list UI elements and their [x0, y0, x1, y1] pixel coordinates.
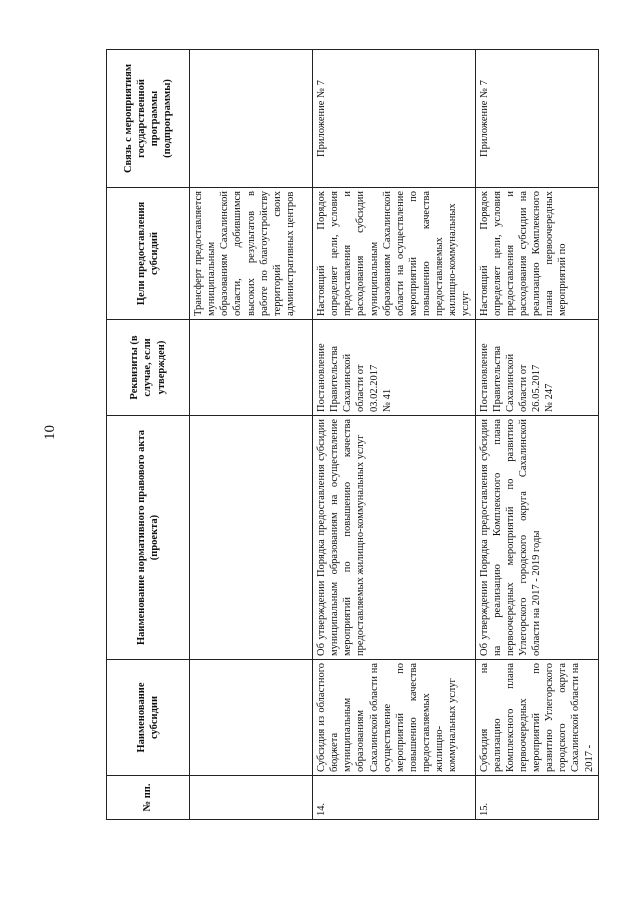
table-header-row [107, 50, 190, 820]
subsidies-table [106, 49, 599, 820]
cell-act-name: Об утверждении Порядка предоставления субсидии на реализацию Комплексного плана первоочередных мероприятий по развитию Углегорского городского округа Сахалинской области на 2017 - 2019 годы [475, 416, 598, 660]
cell-subsidy-name: Субсидия из областного бюджета муниципальным образованиям Сахалинской области на осуществление мероприятий по повышению качества предоставляемых жилищно-коммунальных услуг [313, 660, 476, 776]
cell-goals: Настоящий Порядок определяет цели, условия предоставления и расходования субсидии на реализацию Комплексного плана первоочередных мероприятий по [475, 188, 598, 320]
page-number: 10 [42, 425, 58, 440]
cell-subsidy-name [190, 660, 313, 776]
header-requisites: Реквизиты (в случае, если утвержден) [107, 320, 190, 416]
header-act-name: Наименование нормативного правового акта (проекта) [107, 416, 190, 660]
cell-num [190, 776, 313, 820]
cell-goals: Трансферт предоставляется муниципальным образованиям Сахалинской области, добившимся высоких результатов в работе по благоустройству территорий своих административных центров [190, 188, 313, 320]
cell-act-name [190, 416, 313, 660]
header-num: № пп. [107, 776, 190, 820]
document-table-rotated [106, 50, 595, 820]
cell-link: Приложение № 7 [313, 50, 476, 188]
cell-subsidy-name: Субсидия на реализацию Комплексного плана первоочередных мероприятий по развитию Углегорского городского округа Сахалинской области на 2017 - [475, 660, 598, 776]
cell-requisites [190, 320, 313, 416]
cell-link: Приложение № 7 [475, 50, 598, 188]
cell-num: 14. [313, 776, 476, 820]
cell-act-name: Об утверждении Порядка предоставления субсидии муниципальным образованиям на осуществление мероприятий по повышению качества предоставляемых жилищно-коммунальных услуг [313, 416, 476, 660]
cell-link [190, 50, 313, 188]
table-row [190, 50, 313, 820]
cell-requisites: Постановление Правительства Сахалинской области от 03.02.2017 № 41 [313, 320, 476, 416]
cell-num: 15. [475, 776, 598, 820]
cell-goals: Настоящий Порядок определяет цели, условия предоставления и расходования субсидии муниципальным образованиям Сахалинской области на осуществление мероприятий по повышению качества предоставляемых жилищно-коммунальных услуг [313, 188, 476, 320]
header-goals: Цели предоставления субсидий [107, 188, 190, 320]
header-subsidy-name: Наименование субсидии [107, 660, 190, 776]
table-row [313, 50, 476, 820]
table-row [475, 50, 598, 820]
cell-requisites: Постановление Правительства Сахалинской области от 26.05.2017 № 247 [475, 320, 598, 416]
header-link: Связь с мероприятиям государственной программы (подпрограммы) [107, 50, 190, 188]
